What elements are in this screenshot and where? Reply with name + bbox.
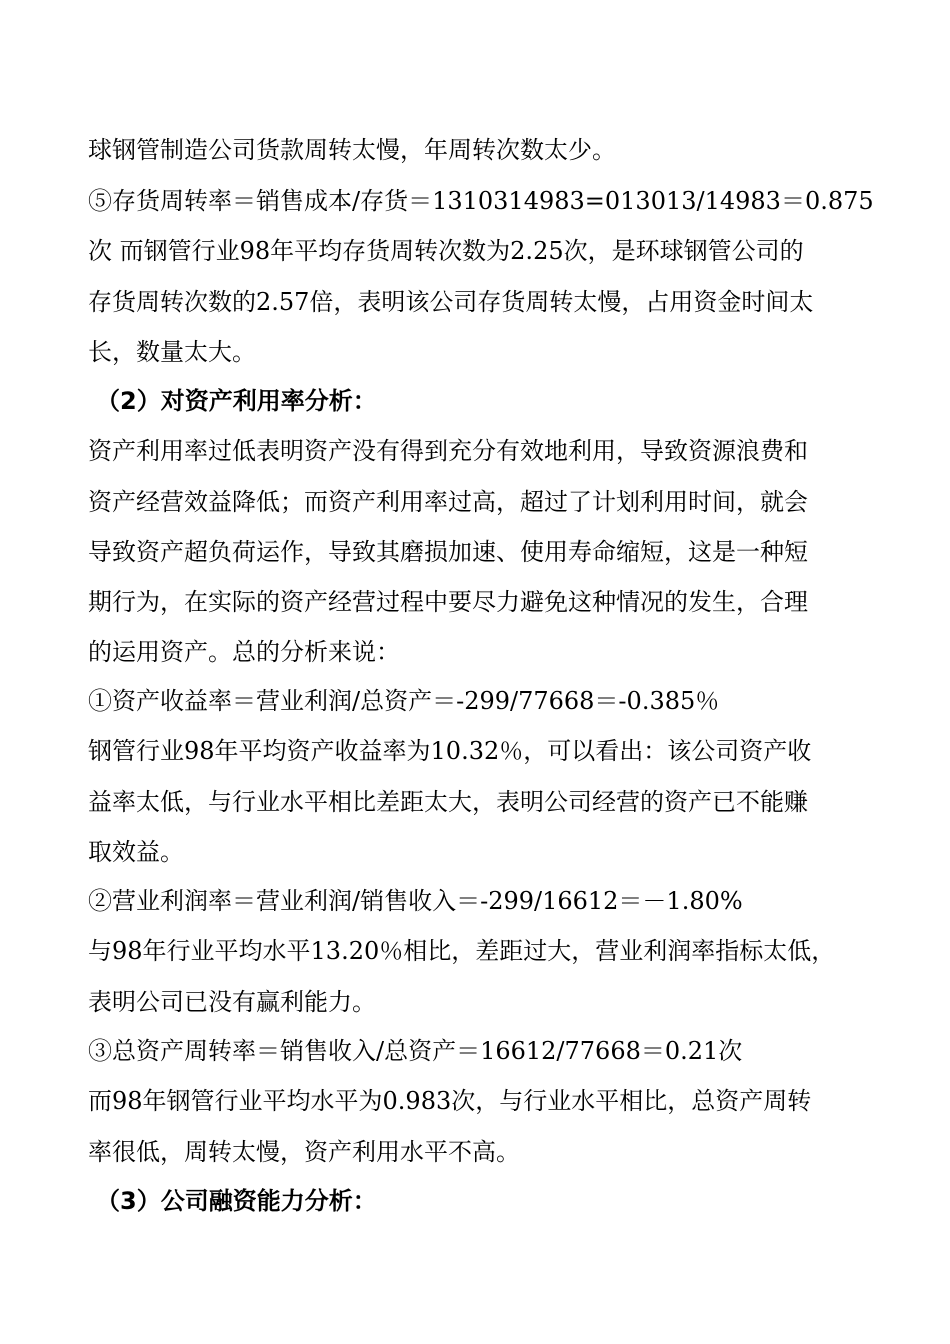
- text-line: 益率太低，与行业水平相比差距太大，表明公司经营的资产已不能赚: [88, 788, 808, 816]
- text-line: 次 而钢管行业98年平均存货周转次数为2.25次，是环球钢管公司的: [88, 237, 804, 265]
- text-line: 期行为，在实际的资产经营过程中要尽力避免这种情况的发生，合理: [88, 588, 808, 616]
- text-line: 导致资产超负荷运作，导致其磨损加速、使用寿命缩短，这是一种短: [88, 538, 808, 566]
- text-line: 的运用资产。总的分析来说：: [88, 638, 400, 666]
- text-line: 率很低，周转太慢，资产利用水平不高。: [88, 1138, 520, 1166]
- text-line: 球钢管制造公司货款周转太慢，年周转次数太少。: [88, 136, 616, 164]
- formula-line: ①资产收益率＝营业利润/总资产＝-299/77668＝-0.385％: [88, 687, 720, 715]
- text-line: 长，数量太大。: [88, 338, 256, 366]
- text-line: 表明公司已没有赢利能力。: [88, 988, 376, 1016]
- text-line: 而98年钢管行业平均水平为0.983次，与行业水平相比，总资产周转: [88, 1087, 812, 1115]
- text-line: 资产经营效益降低；而资产利用率过高，超过了计划利用时间，就会: [88, 488, 808, 516]
- text-line: 资产利用率过低表明资产没有得到充分有效地利用，导致资源浪费和: [88, 437, 808, 465]
- section-heading-2: （2）对资产利用率分析：: [96, 387, 377, 415]
- text-line: 存货周转次数的2.57倍，表明该公司存货周转太慢，占用资金时间太: [88, 288, 814, 316]
- text-line: 钢管行业98年平均资产收益率为10.32％，可以看出：该公司资产收: [88, 737, 812, 765]
- text-line: 与98年行业平均水平13.20％相比，差距过大，营业利润率指标太低，: [88, 937, 836, 965]
- formula-line: ③总资产周转率＝销售收入/总资产＝16612/77668＝0.21次: [88, 1037, 743, 1065]
- text-line: ⑤存货周转率＝销售成本/存货＝1310314983=013013/14983＝0.875: [88, 187, 874, 215]
- formula-line: ②营业利润率＝营业利润/销售收入＝-299/16612＝－1.80%: [88, 887, 743, 915]
- section-heading-3: （3）公司融资能力分析：: [96, 1187, 377, 1215]
- text-line: 取效益。: [88, 838, 184, 866]
